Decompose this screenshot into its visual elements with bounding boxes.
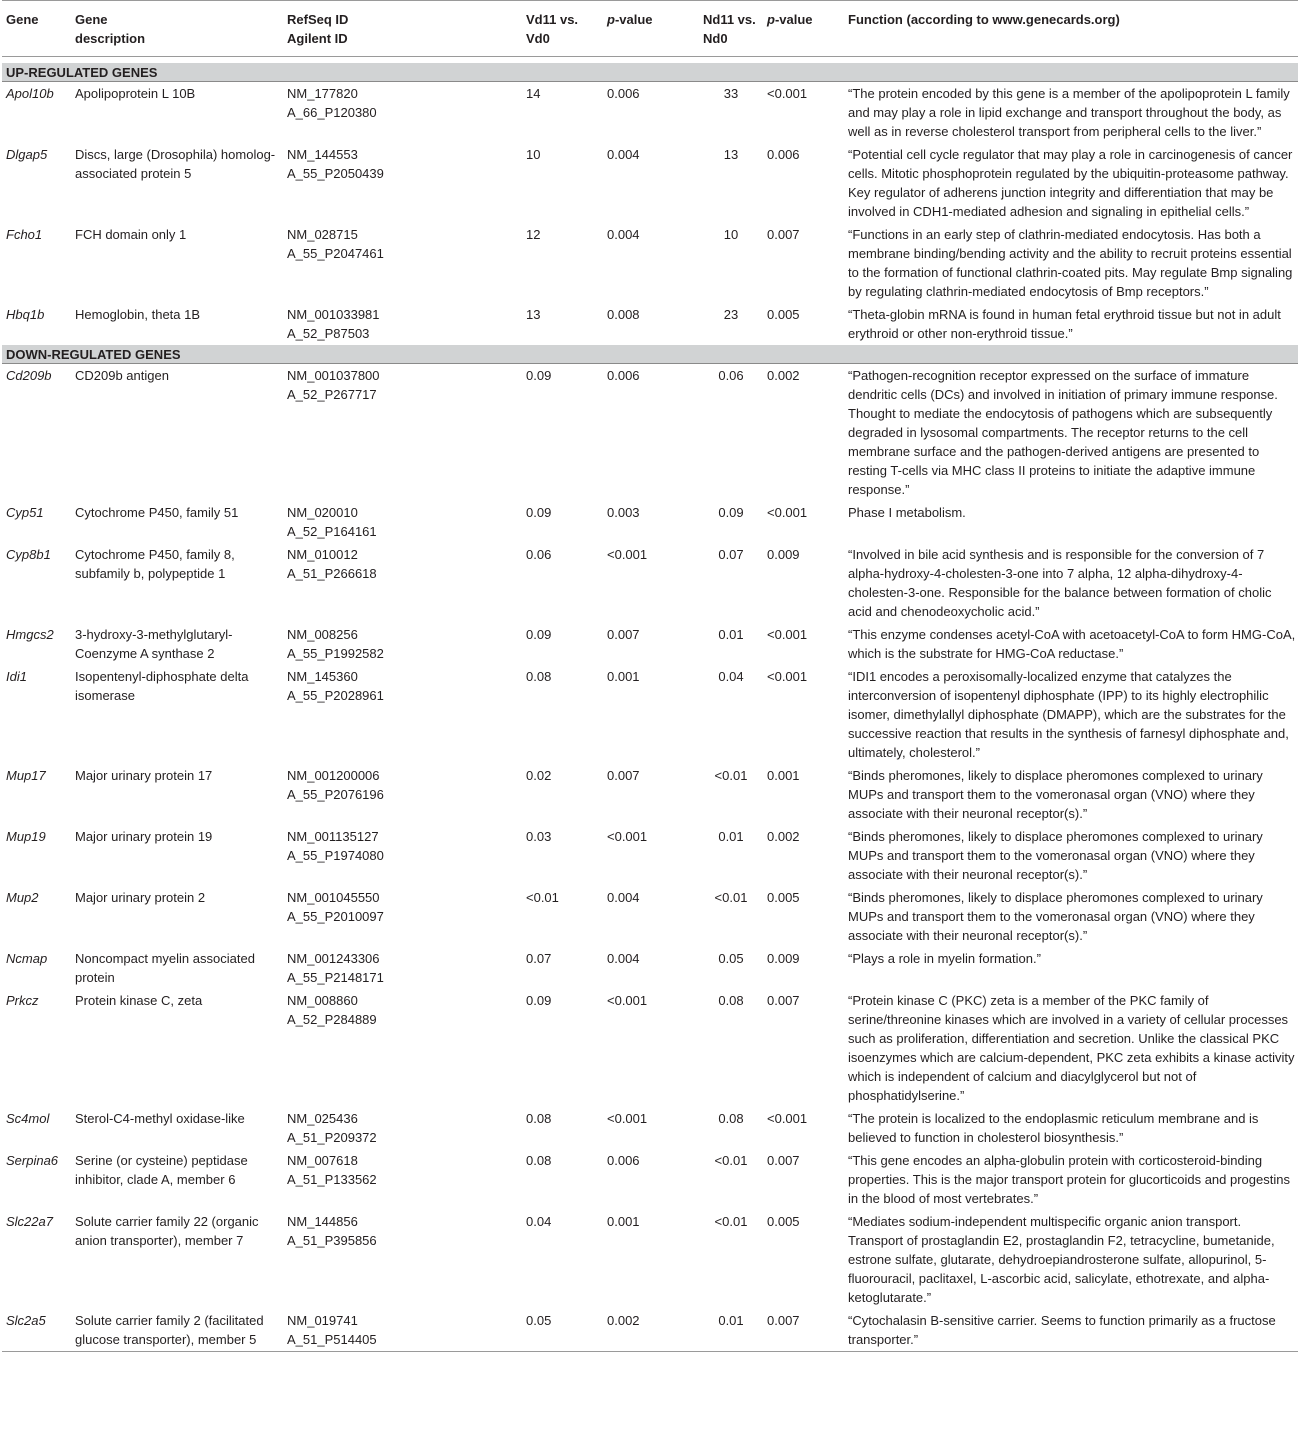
table-row bbox=[2, 1309, 1298, 1352]
refseq-id bbox=[283, 623, 522, 665]
refseq-id bbox=[283, 989, 522, 1107]
gene-symbol: Sc4mol bbox=[6, 1111, 50, 1126]
vd-fold-change: 0.04 bbox=[526, 1214, 552, 1229]
refseq-id-value: NM_145360 bbox=[287, 669, 358, 684]
table-row bbox=[2, 947, 1298, 989]
vd-pvalue: <0.001 bbox=[607, 1111, 648, 1126]
nd-pvalue: 0.002 bbox=[767, 829, 800, 844]
nd-fold-change: 33 bbox=[723, 86, 739, 101]
agilent-id-value: A_55_P1974080 bbox=[287, 848, 384, 863]
refseq-id bbox=[283, 665, 522, 764]
vd-pvalue: 0.004 bbox=[607, 147, 640, 162]
refseq-id bbox=[283, 1149, 522, 1210]
table-row bbox=[2, 543, 1298, 623]
gene-function: “Binds pheromones, likely to displace pheromones complexed to urinary MUPs and transport them to the vomeronasal organ (VNO) where they associate with their neuronal receptor(s).” bbox=[848, 890, 1263, 943]
section-label: DOWN-REGULATED GENES bbox=[2, 345, 1298, 364]
nd-fold-change: 13 bbox=[723, 147, 739, 162]
nd-fold-change: 0.07 bbox=[718, 547, 744, 562]
nd-fold-change: 0.04 bbox=[718, 669, 744, 684]
agilent-id-value: A_51_P266618 bbox=[287, 566, 377, 581]
nd-pvalue: 0.007 bbox=[767, 1153, 800, 1168]
gene-symbol: Serpina6 bbox=[6, 1153, 59, 1168]
table-row bbox=[2, 223, 1298, 303]
refseq-id bbox=[283, 303, 522, 345]
nd-fold-change: <0.01 bbox=[714, 1153, 748, 1168]
nd-pvalue: <0.001 bbox=[767, 1111, 808, 1126]
gene-description: Major urinary protein 17 bbox=[75, 768, 213, 783]
nd-fold-change: 0.06 bbox=[718, 368, 744, 383]
gene-symbol: Mup17 bbox=[6, 768, 46, 783]
nd-pvalue: <0.001 bbox=[767, 627, 808, 642]
nd-fold-change: 0.05 bbox=[718, 951, 744, 966]
nd-fold-change: <0.01 bbox=[714, 768, 748, 783]
vd-pvalue: 0.004 bbox=[607, 951, 640, 966]
table-row bbox=[2, 1107, 1298, 1149]
table-row bbox=[2, 1149, 1298, 1210]
table-row bbox=[2, 82, 1298, 144]
gene-function: “Theta-globin mRNA is found in human fetal erythroid tissue but not in adult erythroid or other non-erythroid tissue.” bbox=[848, 307, 1281, 341]
refseq-id-value: NM_008860 bbox=[287, 993, 358, 1008]
refseq-id-value: NM_001243306 bbox=[287, 951, 380, 966]
table-row bbox=[2, 501, 1298, 543]
refseq-id-value: NM_001135127 bbox=[287, 829, 379, 844]
gene-description: Cytochrome P450, family 51 bbox=[75, 505, 239, 520]
gene-symbol: Dlgap5 bbox=[6, 147, 48, 162]
gene-description: Cytochrome P450, family 8, subfamily b, polypeptide 1 bbox=[75, 547, 235, 581]
vd-pvalue: 0.001 bbox=[607, 1214, 640, 1229]
gene-description: Hemoglobin, theta 1B bbox=[75, 307, 201, 322]
gene-symbol: Hmgcs2 bbox=[6, 627, 54, 642]
refseq-id bbox=[283, 501, 522, 543]
refseq-id bbox=[283, 825, 522, 886]
nd-pvalue: 0.007 bbox=[767, 993, 800, 1008]
vd-fold-change: 0.09 bbox=[526, 627, 552, 642]
header-gene-description: Gene description bbox=[71, 1, 283, 57]
nd-fold-change: 0.08 bbox=[718, 993, 744, 1008]
header-vd-pvalue: p-value bbox=[603, 1, 699, 57]
nd-pvalue: 0.005 bbox=[767, 1214, 800, 1229]
gene-function: “Plays a role in myelin formation.” bbox=[848, 951, 1041, 966]
header-nd-pvalue: p-value bbox=[763, 1, 844, 57]
vd-fold-change: 0.09 bbox=[526, 505, 552, 520]
refseq-id-value: NM_144553 bbox=[287, 147, 358, 162]
vd-pvalue: 0.002 bbox=[603, 1309, 699, 1352]
refseq-id bbox=[283, 223, 522, 303]
nd-fold-change: 0.08 bbox=[718, 1111, 744, 1126]
table-row bbox=[2, 623, 1298, 665]
agilent-id-value: A_55_P2050439 bbox=[287, 166, 384, 181]
agilent-id-value: A_55_P2148171 bbox=[287, 970, 384, 985]
header-gene: Gene bbox=[2, 1, 71, 57]
vd-fold-change: 0.09 bbox=[526, 368, 552, 383]
refseq-id-value: NM_019741 bbox=[287, 1313, 358, 1328]
refseq-id-value: NM_144856 bbox=[287, 1214, 358, 1229]
refseq-id-value: NM_028715 bbox=[287, 227, 358, 242]
vd-fold-change: 0.03 bbox=[526, 829, 552, 844]
nd-pvalue: 0.002 bbox=[767, 368, 800, 383]
refseq-id bbox=[283, 143, 522, 223]
table-row bbox=[2, 989, 1298, 1107]
gene-function: “Pathogen-recognition receptor expressed on the surface of immature dendritic cells (DCs) and involved in initiation of primary immune response. Thought to mediate the endocytosis of pathogens which are subsequently degraded in lysosomal compartments. The receptor returns to the cell membrane surface and the pathogen-derived antigens are presented to resting T-cells via MHC class II proteins to initiate the adaptive immune response.” bbox=[848, 368, 1278, 497]
gene-function: “This enzyme condenses acetyl-CoA with acetoacetyl-CoA to form HMG-CoA, which is the substrate for HMG-CoA reductase.” bbox=[848, 627, 1296, 661]
gene-expression-table bbox=[2, 0, 1298, 1352]
gene-symbol: Slc2a5 bbox=[2, 1309, 71, 1352]
vd-pvalue: 0.007 bbox=[607, 627, 640, 642]
gene-function: “Functions in an early step of clathrin-mediated endocytosis. Has both a membrane binding/bending activity and the ability to recruit proteins essential to the formation of functional clathrin-coated pits. May regulate Bmp signaling by regulating clathrin-mediated endocytosis of Bmp receptors.” bbox=[848, 227, 1293, 299]
vd-pvalue: 0.007 bbox=[607, 768, 640, 783]
vd-pvalue: 0.003 bbox=[607, 505, 640, 520]
table-row bbox=[2, 825, 1298, 886]
gene-symbol: Slc22a7 bbox=[6, 1214, 53, 1229]
vd-fold-change: 0.08 bbox=[526, 1153, 552, 1168]
vd-fold-change: 0.09 bbox=[526, 993, 552, 1008]
nd-fold-change: <0.01 bbox=[714, 1214, 748, 1229]
gene-description: CD209b antigen bbox=[75, 368, 169, 383]
gene-description: Serine (or cysteine) peptidase inhibitor, clade A, member 6 bbox=[75, 1153, 248, 1187]
nd-fold-change: 0.01 bbox=[718, 627, 744, 642]
gene-symbol: Fcho1 bbox=[6, 227, 43, 242]
refseq-id-value: NM_007618 bbox=[287, 1153, 358, 1168]
header-function: Function (according to www.genecards.org) bbox=[844, 1, 1298, 57]
gene-description: Protein kinase C, zeta bbox=[75, 993, 203, 1008]
table-row bbox=[2, 364, 1298, 502]
gene-description: Major urinary protein 2 bbox=[75, 890, 206, 905]
gene-description: 3-hydroxy-3-methylglutaryl-Coenzyme A synthase 2 bbox=[75, 627, 233, 661]
gene-description: Solute carrier family 2 (facilitated glucose transporter), member 5 bbox=[71, 1309, 283, 1352]
refseq-id-value: NM_020010 bbox=[287, 505, 358, 520]
agilent-id-value: A_52_P284889 bbox=[287, 1012, 377, 1027]
section-label: UP-REGULATED GENES bbox=[2, 63, 1298, 82]
table-row bbox=[2, 665, 1298, 764]
vd-fold-change: 12 bbox=[526, 227, 541, 242]
nd-fold-change: 0.01 bbox=[718, 829, 744, 844]
gene-function: “Binds pheromones, likely to displace pheromones complexed to urinary MUPs and transport them to the vomeronasal organ (VNO) where they associate with their neuronal receptor(s).” bbox=[848, 768, 1263, 821]
section-down-regulated bbox=[2, 345, 1298, 364]
nd-pvalue: 0.005 bbox=[767, 890, 800, 905]
agilent-id-value: A_51_P209372 bbox=[287, 1130, 377, 1145]
gene-symbol: Mup2 bbox=[6, 890, 39, 905]
refseq-id-value: NM_177820 bbox=[287, 86, 358, 101]
nd-fold-change: <0.01 bbox=[714, 890, 748, 905]
gene-description: Isopentenyl-diphosphate delta isomerase bbox=[75, 669, 249, 703]
vd-fold-change: 0.02 bbox=[526, 768, 552, 783]
nd-pvalue: 0.006 bbox=[767, 147, 800, 162]
refseq-id-value: NM_025436 bbox=[287, 1111, 358, 1126]
nd-fold-change: 0.01 bbox=[699, 1309, 763, 1352]
vd-fold-change: <0.01 bbox=[526, 890, 559, 905]
refseq-id bbox=[283, 82, 522, 144]
nd-fold-change: 10 bbox=[723, 227, 739, 242]
refseq-id bbox=[283, 947, 522, 989]
gene-function: Phase I metabolism. bbox=[848, 505, 966, 520]
vd-pvalue: <0.001 bbox=[607, 993, 648, 1008]
refseq-id bbox=[283, 543, 522, 623]
refseq-id-value: NM_001200006 bbox=[287, 768, 380, 783]
gene-symbol: Prkcz bbox=[6, 993, 39, 1008]
table-row bbox=[2, 143, 1298, 223]
agilent-id-value: A_55_P2028961 bbox=[287, 688, 384, 703]
vd-pvalue: 0.001 bbox=[607, 669, 640, 684]
gene-symbol: Cd209b bbox=[6, 368, 52, 383]
refseq-id bbox=[283, 364, 522, 502]
table-row bbox=[2, 764, 1298, 825]
vd-fold-change: 0.07 bbox=[526, 951, 552, 966]
gene-function: “The protein is localized to the endoplasmic reticulum membrane and is believed to function in cholesterol biosynthesis.” bbox=[848, 1111, 1259, 1145]
refseq-id bbox=[283, 1107, 522, 1149]
gene-symbol: Hbq1b bbox=[6, 307, 45, 322]
nd-pvalue: <0.001 bbox=[767, 505, 808, 520]
header-vd11-vs-vd0: Vd11 vs. Vd0 bbox=[522, 1, 603, 57]
refseq-id bbox=[283, 1309, 522, 1352]
gene-function: “Involved in bile acid synthesis and is responsible for the conversion of 7 alpha-hydroxy-4-cholesten-3-one into 7 alpha, 12 alpha-dihydroxy-4-cholesten-3-one. Responsible for the balance between formation of cholic acid and chenodeoxycholic acid.” bbox=[848, 547, 1272, 619]
nd-pvalue: 0.009 bbox=[767, 951, 800, 966]
gene-symbol: Idi1 bbox=[6, 669, 27, 684]
vd-pvalue: 0.008 bbox=[607, 307, 640, 322]
header-row bbox=[2, 1, 1298, 57]
refseq-id-value: NM_001033981 bbox=[287, 307, 380, 322]
agilent-id-value: A_52_P267717 bbox=[287, 387, 377, 402]
nd-pvalue: 0.005 bbox=[767, 307, 800, 322]
gene-function: “Protein kinase C (PKC) zeta is a member of the PKC family of serine/threonine kinases which are involved in a variety of cellular processes such as proliferation, differentiation and secretion. Unlike the classical PKC isoenzymes which are calcium-dependent, PKC zeta exhibits a kinase activity which is independent of calcium and diacylglycerol but not of phosphatidylserine.” bbox=[848, 993, 1295, 1103]
agilent-id-value: A_55_P2047461 bbox=[287, 246, 384, 261]
section-up-regulated bbox=[2, 63, 1298, 82]
gene-symbol: Mup19 bbox=[6, 829, 46, 844]
vd-pvalue: 0.006 bbox=[607, 86, 640, 101]
nd-pvalue: <0.001 bbox=[767, 669, 808, 684]
agilent-id-value: A_55_P2076196 bbox=[287, 787, 384, 802]
table-body bbox=[2, 57, 1298, 1352]
nd-pvalue: 0.001 bbox=[767, 768, 800, 783]
vd-fold-change: 0.08 bbox=[526, 669, 552, 684]
gene-description: Solute carrier family 22 (organic anion transporter), member 7 bbox=[75, 1214, 259, 1248]
gene-function: “Potential cell cycle regulator that may play a role in carcinogenesis of cancer cells. Mitotic phosphoprotein regulated by the ubiquitin-proteasome pathway. Key regulator of adherens junction integrity and differentiation that may be involved in CDH1-mediated adhesion and signaling in epithelial cells.” bbox=[848, 147, 1293, 219]
table-row bbox=[2, 1210, 1298, 1309]
agilent-id-value: A_66_P120380 bbox=[287, 105, 377, 120]
vd-fold-change: 0.06 bbox=[526, 547, 552, 562]
header-nd11-vs-nd0: Nd11 vs. Nd0 bbox=[699, 1, 763, 57]
gene-description: Apolipoprotein L 10B bbox=[75, 86, 196, 101]
gene-description: Major urinary protein 19 bbox=[75, 829, 213, 844]
nd-fold-change: 0.09 bbox=[718, 505, 744, 520]
gene-description: FCH domain only 1 bbox=[75, 227, 187, 242]
refseq-id bbox=[283, 764, 522, 825]
gene-symbol: Ncmap bbox=[6, 951, 48, 966]
vd-fold-change: 13 bbox=[526, 307, 541, 322]
nd-pvalue: 0.007 bbox=[767, 227, 800, 242]
gene-description: Noncompact myelin associated protein bbox=[75, 951, 255, 985]
vd-pvalue: 0.006 bbox=[607, 368, 640, 383]
gene-function: “Binds pheromones, likely to displace pheromones complexed to urinary MUPs and transport them to the vomeronasal organ (VNO) where they associate with their neuronal receptor(s).” bbox=[848, 829, 1263, 882]
agilent-id-value: A_52_P164161 bbox=[287, 524, 377, 539]
gene-function: “This gene encodes an alpha-globulin protein with corticosteroid-binding properties. This is the major transport protein for glucorticoids and progestins in the blood of most vertebrates.” bbox=[848, 1153, 1290, 1206]
vd-fold-change: 0.08 bbox=[526, 1111, 552, 1126]
refseq-id bbox=[283, 886, 522, 947]
nd-pvalue: 0.009 bbox=[767, 547, 800, 562]
gene-function: “Mediates sodium-independent multispecific organic anion transport. Transport of prostaglandin E2, prostaglandin F2, tetracycline, bumetanide, estrone sulfate, glutarate, dehydroepiandrosterone sulfate, allopurinol, 5-fluorouracil, paclitaxel, L-ascorbic acid, salicylate, ethotrexate, and alpha-ketoglutarate.” bbox=[848, 1214, 1275, 1305]
gene-symbol: Apol10b bbox=[6, 86, 54, 101]
header-refseq-agilent-id: RefSeq ID Agilent ID bbox=[283, 1, 522, 57]
table-row bbox=[2, 303, 1298, 345]
refseq-id-value: NM_010012 bbox=[287, 547, 358, 562]
gene-function: “Cytochalasin B-sensitive carrier. Seems to function primarily as a fructose transporter.” bbox=[844, 1309, 1298, 1352]
nd-pvalue: <0.001 bbox=[767, 86, 808, 101]
vd-fold-change: 14 bbox=[526, 86, 541, 101]
nd-fold-change: 23 bbox=[723, 307, 739, 322]
vd-fold-change: 10 bbox=[526, 147, 541, 162]
gene-function: “IDI1 encodes a peroxisomally-localized enzyme that catalyzes the interconversion of isopentenyl diphosphate (IPP) to its highly electrophilic isomer, dimethylallyl diphosphate (DMAPP), which are the substrates for the successive reaction that results in the synthesis of farnesyl diphosphate and, ultimately, cholesterol.” bbox=[848, 669, 1289, 760]
gene-description: Discs, large (Drosophila) homolog-associated protein 5 bbox=[75, 147, 276, 181]
agilent-id-value: A_51_P395856 bbox=[287, 1233, 377, 1248]
agilent-id-value: A_51_P514405 bbox=[287, 1332, 377, 1347]
refseq-id-value: NM_001045550 bbox=[287, 890, 380, 905]
vd-pvalue: 0.004 bbox=[607, 890, 640, 905]
agilent-id-value: A_55_P2010097 bbox=[287, 909, 384, 924]
vd-pvalue: <0.001 bbox=[607, 829, 648, 844]
vd-pvalue: 0.006 bbox=[607, 1153, 640, 1168]
agilent-id-value: A_52_P87503 bbox=[287, 326, 370, 341]
table-row bbox=[2, 886, 1298, 947]
gene-symbol: Cyp8b1 bbox=[6, 547, 51, 562]
refseq-id bbox=[283, 1210, 522, 1309]
gene-symbol: Cyp51 bbox=[6, 505, 44, 520]
refseq-id-value: NM_001037800 bbox=[287, 368, 380, 383]
vd-fold-change: 0.05 bbox=[522, 1309, 603, 1352]
vd-pvalue: 0.004 bbox=[607, 227, 640, 242]
agilent-id-value: A_55_P1992582 bbox=[287, 646, 384, 661]
agilent-id-value: A_51_P133562 bbox=[287, 1172, 377, 1187]
gene-description: Sterol-C4-methyl oxidase-like bbox=[75, 1111, 245, 1126]
gene-function: “The protein encoded by this gene is a member of the apolipoprotein L family and may play a role in lipid exchange and transport throughout the body, as well as in reverse cholesterol transport from peripheral cells to the liver.” bbox=[848, 86, 1290, 139]
vd-pvalue: <0.001 bbox=[607, 547, 648, 562]
refseq-id-value: NM_008256 bbox=[287, 627, 358, 642]
nd-pvalue: 0.007 bbox=[763, 1309, 844, 1352]
